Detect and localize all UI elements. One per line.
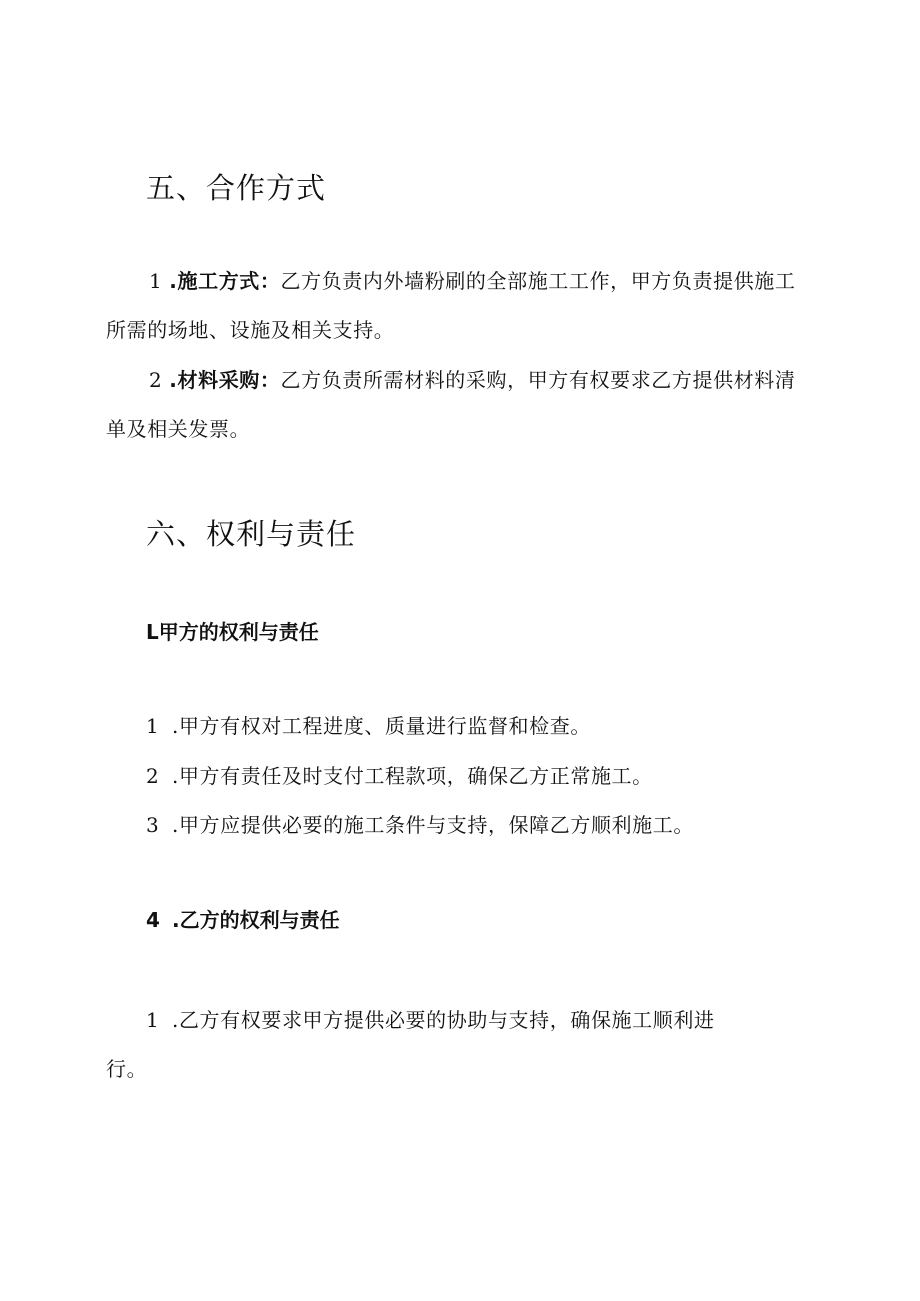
party-b-item-1-continuation: 行。 xyxy=(106,1057,148,1081)
party-b-subheading xyxy=(146,904,340,933)
item-number: 2 xyxy=(146,764,160,788)
item-number: 1 xyxy=(149,269,163,293)
cooperation-item-2 xyxy=(106,356,816,454)
item-text: 乙方负责所需材料的采购，甲方有权要求乙方提供材料清单及相关发票。 xyxy=(106,368,796,441)
item-text: .甲方应提供必要的施工条件与支持，保障乙方顺利施工。 xyxy=(172,813,694,837)
item-number: 1 xyxy=(146,714,160,738)
cooperation-item-1 xyxy=(106,257,816,355)
party-a-subheading: L甲方的权利与责任 xyxy=(146,620,319,644)
party-b-item-1 xyxy=(146,1004,715,1033)
item-label: .施工方式： xyxy=(169,269,281,293)
party-a-item-3 xyxy=(146,809,694,838)
item-text: .乙方有权要求甲方提供必要的协助与支持，确保施工顺利进 xyxy=(172,1008,715,1032)
item-text: .甲方有责任及时支付工程款项，确保乙方正常施工。 xyxy=(172,764,653,788)
party-a-item-2 xyxy=(146,760,653,789)
item-number: 4 xyxy=(146,908,160,932)
item-number: 1 xyxy=(146,1008,160,1032)
item-text: .甲方有权对工程进度、质量进行监督和检查。 xyxy=(172,714,591,738)
party-b-title: .乙方的权利与责任 xyxy=(172,908,340,932)
item-number: 2 xyxy=(149,368,163,392)
section-5-heading: 五、合作方式 xyxy=(146,171,327,205)
item-number: 3 xyxy=(146,813,160,837)
section-6-heading: 六、权利与责任 xyxy=(146,517,357,551)
item-label: .材料采购： xyxy=(169,368,281,392)
item-text: 乙方负责内外墙粉刷的全部施工工作，甲方负责提供施工所需的场地、设施及相关支持。 xyxy=(106,269,796,342)
party-a-item-1 xyxy=(146,710,591,739)
